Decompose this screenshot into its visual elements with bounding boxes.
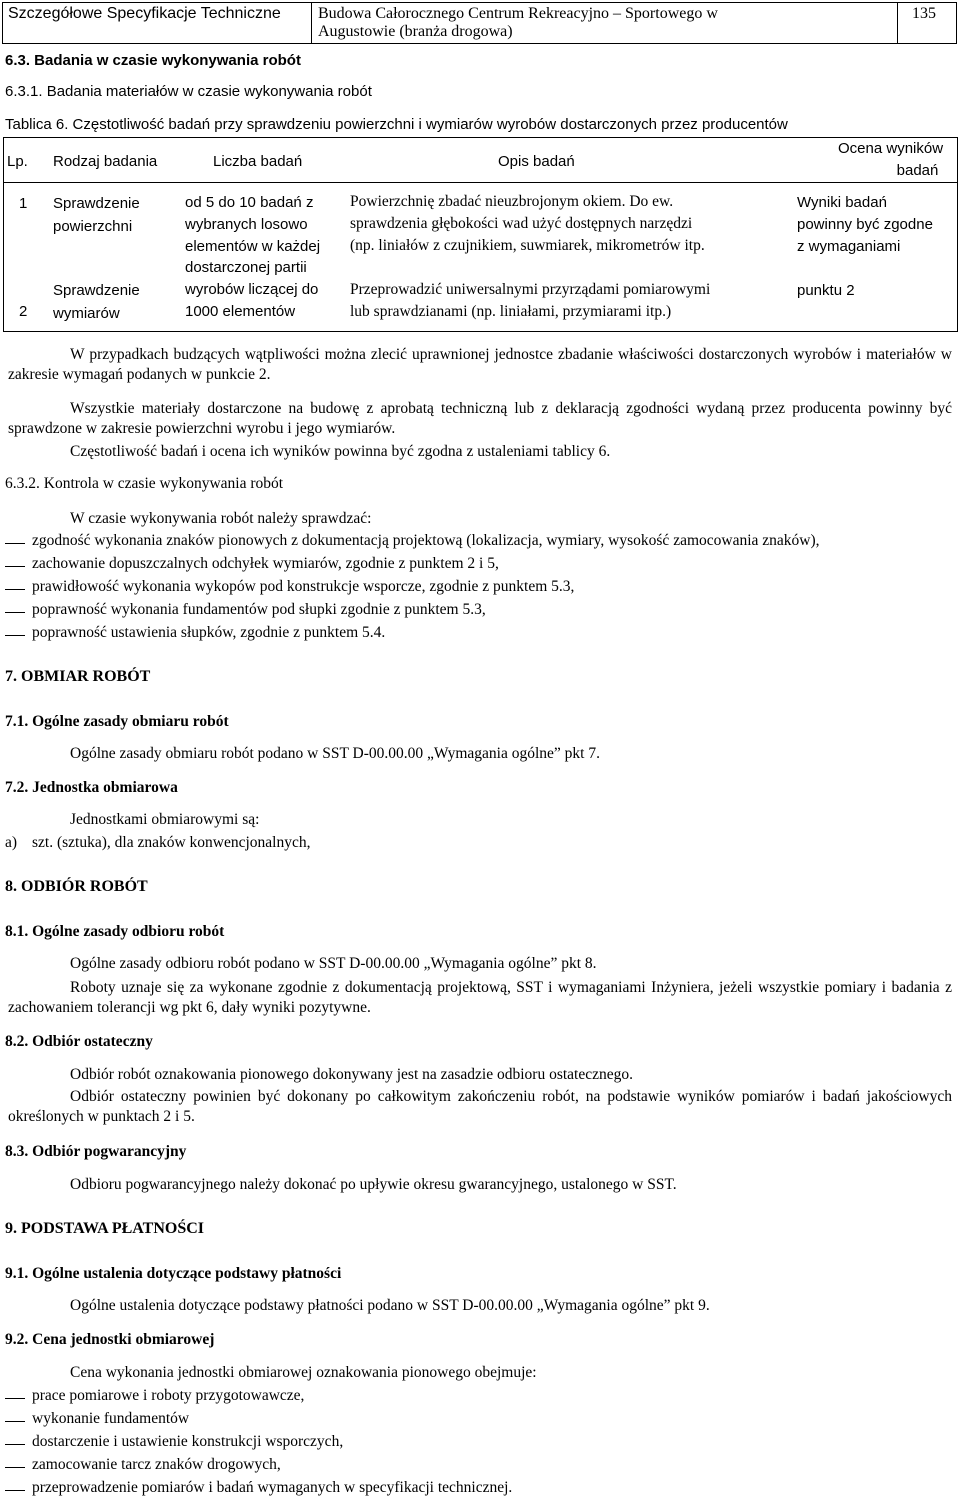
header-opis: Opis badań — [498, 153, 575, 170]
paragraph: Jednostkami obmiarowymi są: — [70, 811, 260, 828]
list-item: zgodność wykonania znaków pionowych z dokumentacją projektową (lokalizacja, wymiary, wysokość zamocowania znaków), — [32, 532, 820, 549]
row1-rodzaj-line2: powierzchni — [53, 218, 133, 235]
ocena-line: z wymaganiami — [797, 238, 901, 255]
subsection-heading: 8.2. Odbiór ostateczny — [5, 1033, 153, 1050]
paragraph: Odbiór ostateczny powinien być dokonany po całkowitym zakończeniu robót, na podstawie wyników pomiarów i badań jakościowych określonych w punktach 2 i 5. — [8, 1088, 952, 1125]
list-item: szt. (sztuka), dla znaków konwencjonalnych, — [32, 834, 311, 851]
subsection-heading: 6.3.2. Kontrola w czasie wykonywania robót — [5, 475, 284, 492]
table-caption: Tablica 6. Częstotliwość badań przy sprawdzeniu powierzchni i wymiarów wyrobów dostarczonych przez producentów — [5, 116, 788, 133]
liczba-line: dostarczonej partii — [185, 259, 307, 277]
row1-lp: 1 — [19, 195, 28, 212]
paragraph: Ogólne zasady odbioru robót podano w SST D-00.00.00 „Wymagania ogólne” pkt 8. — [70, 955, 597, 972]
paragraph: W czasie wykonywania robót należy sprawdzać: — [70, 510, 372, 527]
paragraph: Cena wykonania jednostki obmiarowej oznakowania pionowego obejmuje: — [70, 1364, 537, 1381]
row2-opis-line: Przeprowadzić uniwersalnymi przyrządami pomiarowymi — [350, 281, 711, 298]
list-item: wykonanie fundamentów — [32, 1410, 190, 1427]
table-border — [957, 137, 958, 332]
row1-opis-line: Powierzchnię zbadać nieuzbrojonym okiem. Do ew. — [350, 193, 674, 210]
header-project-line1: Budowa Całorocznego Centrum Rekreacyjno – Sportowego w — [318, 5, 718, 22]
page-number: 135 — [912, 5, 936, 22]
dash-bullet — [5, 1490, 25, 1491]
table-border — [3, 137, 4, 332]
row1-opis — [350, 191, 705, 257]
subsection-heading: 6.3.1. Badania materiałów w czasie wykonywania robót — [5, 83, 372, 100]
subsection-heading: 8.3. Odbiór pogwarancyjny — [5, 1143, 187, 1160]
paragraph: Odbiór robót oznakowania pionowego dokonywany jest na zasadzie odbioru ostatecznego. — [70, 1066, 634, 1083]
row2-rodzaj-line1: Sprawdzenie — [53, 282, 140, 299]
dash-bullet — [5, 589, 25, 590]
section-heading: 8. ODBIÓR ROBÓT — [5, 878, 148, 895]
dash-bullet — [5, 1444, 25, 1445]
section-heading: 6.3. Badania w czasie wykonywania robót — [5, 52, 301, 69]
liczba-line: elementów w każdej — [185, 237, 321, 255]
row1-rodzaj-line1: Sprawdzenie — [53, 195, 140, 212]
header-spec-title: Szczegółowe Specyfikacje Techniczne — [8, 5, 281, 22]
subsection-heading: 7.2. Jednostka obmiarowa — [5, 779, 178, 796]
row2-rodzaj-line2: wymiarów — [53, 305, 120, 322]
list-item: prawidłowość wykonania wykopów pod konstrukcje wsporcze, zgodnie z punktem 5.3, — [32, 578, 575, 595]
row2-lp: 2 — [19, 303, 28, 320]
header-rodzaj: Rodzaj badania — [53, 153, 158, 170]
list-item-label: a) — [5, 834, 18, 851]
ocena-line: punktu 2 — [797, 282, 855, 299]
liczba-line: od 5 do 10 badań z — [185, 194, 314, 211]
ocena-cell — [797, 192, 933, 302]
paragraph: Roboty uznaje się za wykonane zgodnie z dokumentacją projektową, SST i wymaganiami Inżyniera, jeżeli wszystkie pomiary i badania z zachowaniem tolerancji wg pkt 6, dały wyniki pozytywne. — [8, 979, 952, 1016]
ocena-line: powinny być zgodne — [797, 216, 933, 233]
dash-bullet — [5, 543, 25, 544]
section-heading: 9. PODSTAWA PŁATNOŚCI — [5, 1220, 204, 1237]
paragraph: Częstotliwość badań i ocena ich wyników powinna być zgodna z ustaleniami tablicy 6. — [70, 443, 611, 460]
subsection-heading: 9.2. Cena jednostki obmiarowej — [5, 1331, 215, 1348]
dash-bullet — [5, 612, 25, 613]
list-item: zachowanie dopuszczalnych odchyłek wymiarów, zgodnie z punktem 2 i 5, — [32, 555, 499, 572]
section-heading: 7. OBMIAR ROBÓT — [5, 668, 151, 685]
header-project-line2: Augustowie (branża drogowa) — [318, 23, 513, 40]
row2-opis — [350, 279, 710, 323]
list-item: dostarczenie i ustawienie konstrukcji wsporczych, — [32, 1433, 344, 1450]
subsection-heading: 8.1. Ogólne zasady odbioru robót — [5, 923, 225, 940]
paragraph: W przypadkach budzących wątpliwości można zlecić uprawnionej jednostce zbadanie właściwości dostarczonych wyrobów i materiałów w zakresie wymagań podanych w punkcie 2. — [8, 346, 952, 383]
list-item: prace pomiarowe i roboty przygotowawcze, — [32, 1387, 305, 1404]
header-ocena-line2: badań — [896, 162, 939, 179]
header-project-title — [318, 5, 718, 41]
header-lp: Lp. — [7, 153, 28, 170]
dash-bullet — [5, 1421, 25, 1422]
dash-bullet — [5, 635, 25, 636]
list-item: przeprowadzenie pomiarów i badań wymaganych w specyfikacji technicznej. — [32, 1479, 513, 1496]
list-item: poprawność wykonania fundamentów pod słupki zgodnie z punktem 5.3, — [32, 601, 486, 618]
table-border — [3, 182, 958, 183]
header-divider — [897, 2, 898, 44]
row1-rodzaj — [53, 192, 140, 238]
liczba-line: wybranych losowo — [185, 215, 308, 233]
subsection-heading: 7.1. Ogólne zasady obmiaru robót — [5, 713, 229, 730]
dash-bullet — [5, 1398, 25, 1399]
paragraph: Wszystkie materiały dostarczone na budowę z aprobatą techniczną lub z deklaracją zgodności wydaną przez producenta powinny być sprawdzone w zakresie powierzchni wyrobu i jego wymiarów. — [8, 400, 952, 437]
ocena-line: Wyniki badań — [797, 194, 887, 211]
row2-rodzaj — [53, 279, 140, 325]
row1-opis-line: (np. liniałów z czujnikiem, suwmiarek, mikrometrów itp. — [350, 237, 705, 254]
header-ocena — [838, 138, 943, 182]
header-divider — [311, 2, 312, 44]
table-border — [3, 331, 958, 332]
paragraph: Odbioru pogwarancyjnego należy dokonać po upływie okresu gwarancyjnego, ustalonego w SST. — [70, 1176, 677, 1193]
liczba-line: 1000 elementów — [185, 302, 296, 320]
subsection-heading: 9.1. Ogólne ustalenia dotyczące podstawy płatności — [5, 1265, 342, 1282]
paragraph: Ogólne ustalenia dotyczące podstawy płatności podano w SST D-00.00.00 „Wymagania ogólne” pkt 9. — [70, 1297, 710, 1314]
row1-opis-line: sprawdzenia głębokości wad użyć dostępnych narzędzi — [350, 215, 693, 232]
list-item: poprawność ustawienia słupków, zgodnie z punktem 5.4. — [32, 624, 386, 641]
liczba-cell — [185, 192, 320, 323]
liczba-line: wyrobów liczącej do — [185, 281, 319, 299]
list-item: zamocowanie tarcz znaków drogowych, — [32, 1456, 281, 1473]
row2-opis-line: lub sprawdzianami (np. liniałami, przymiarami itp.) — [350, 303, 672, 320]
dash-bullet — [5, 566, 25, 567]
header-ocena-line1: Ocena wyników — [838, 140, 944, 157]
dash-bullet — [5, 1467, 25, 1468]
paragraph: Ogólne zasady obmiaru robót podano w SST D-00.00.00 „Wymagania ogólne” pkt 7. — [70, 745, 600, 762]
header-liczba: Liczba badań — [213, 153, 303, 170]
table-border — [3, 137, 958, 138]
